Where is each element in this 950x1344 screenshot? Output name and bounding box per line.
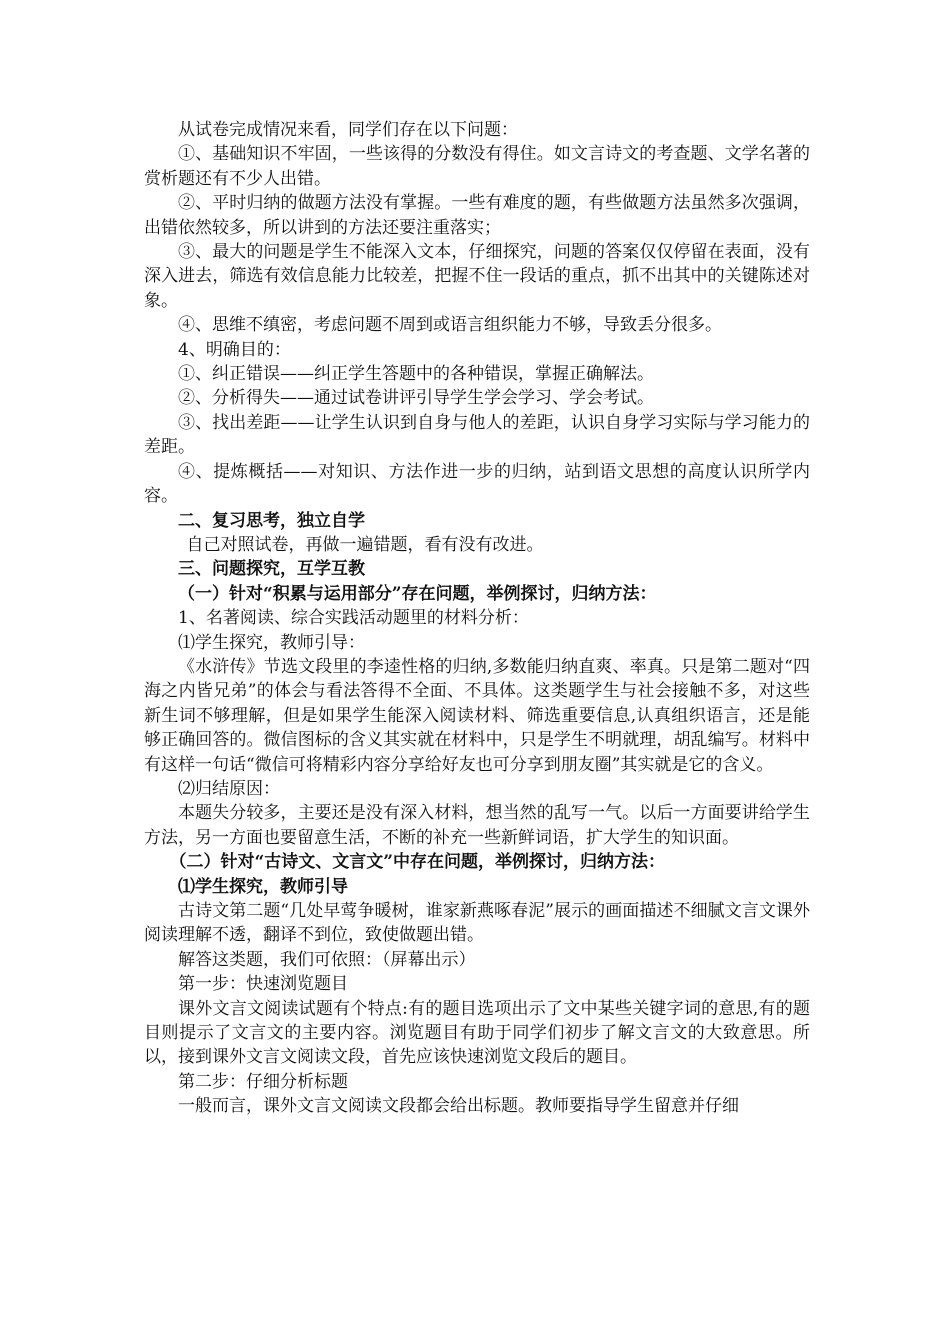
paragraph: ①、纠正错误——纠正学生答题中的各种错误，掌握正确解法。 bbox=[178, 364, 654, 385]
paragraph: 课外文言文阅读试题有个特点:有的题目选项出示了文中某些关键字词的意思,有的题目则提示了文言文的主要内容。浏览题目有助于同学们初步了解文言文的大致意思。所以，接到课外文言文阅读文段，首先应该快速浏览文段后的题目。 bbox=[144, 998, 810, 1068]
paragraph: ⑵归结原因： bbox=[178, 778, 280, 799]
paragraph: 第一步：快速浏览题目 bbox=[178, 974, 348, 995]
paragraph: ③、找出差距——让学生认识到自身与他人的差距，认识自身学习实际与学习能力的差距。 bbox=[144, 412, 810, 458]
paragraph: ④、思维不缜密，考虑问题不周到或语言组织能力不够，导致丢分很多。 bbox=[178, 315, 722, 336]
subsection-heading: ⑴学生探究，教师引导 bbox=[178, 876, 348, 897]
paragraph: 本题失分较多，主要还是没有深入材料，想当然的乱写一气。以后一方面要讲给学生方法，另一方面也要留意生活，不断的补充一些新鲜词语，扩大学生的知识面。 bbox=[144, 803, 810, 848]
subsection-heading: （二）针对“古诗文、文言文”中存在问题，举例探讨，归纳方法： bbox=[169, 852, 666, 873]
paragraph: ①、基础知识不牢固，一些该得的分数没有得住。如文言诗文的考查题、文学名著的赏析题还有不少人出错。 bbox=[144, 144, 810, 189]
paragraph: ⑴学生探究，教师引导： bbox=[178, 632, 365, 653]
paragraph: 《水浒传》节选文段里的李逵性格的归纳,多数能归纳直爽、率真。只是第二题对“四海之内皆兄弟”的体会与看法答得不全面、不具体。这类题学生与社会接触不多，对这些新生词不够理解，但是如果学生能深入阅读材料、筛选重要信息,认真组织语言，还是能够正确回答的。微信图标的含义其实就在材料中，只是学生不明就理，胡乱编写。材料中有这样一句话“微信可将精彩内容分享给好友也可分享到朋友圈”其实就是它的含义。 bbox=[144, 656, 810, 775]
paragraph: 一般而言，课外文言文阅读文段都会给出标题。教师要指导学生留意并仔细 bbox=[178, 1096, 739, 1117]
section-heading: 二、复习思考，独立自学 bbox=[178, 510, 365, 531]
paragraph: 4、明确目的： bbox=[178, 339, 291, 360]
document-page bbox=[144, 118, 810, 1119]
paragraph: 第二步：仔细分析标题 bbox=[178, 1071, 348, 1092]
paragraph: 1、名著阅读、综合实践活动题里的材料分析： bbox=[178, 608, 529, 629]
subsection-heading: （一）针对“积累与运用部分”存在问题，举例探讨，归纳方法： bbox=[178, 583, 657, 604]
paragraph: ②、平时归纳的做题方法没有掌握。一些有难度的题，有些做题方法虽然多次强调，出错依然较多，所以讲到的方法还要注重落实； bbox=[144, 193, 810, 238]
paragraph: ④、提炼概括——对知识、方法作进一步的归纳，站到语文思想的高度认识所学内容。 bbox=[144, 461, 810, 507]
paragraph: 古诗文第二题“几处早莺争暖树，谁家新燕啄春泥”展示的画面描述不细腻文言文课外阅读理解不透，翻译不到位，致使做题出错。 bbox=[144, 901, 810, 946]
paragraph: 自己对照试卷，再做一遍错题，看有没有改进。 bbox=[186, 534, 544, 555]
paragraph: 从试卷完成情况来看，同学们存在以下问题： bbox=[178, 120, 518, 140]
paragraph: 解答这类题，我们可依照：（屏幕出示） bbox=[178, 949, 476, 970]
section-heading: 三、问题探究，互学互教 bbox=[178, 559, 365, 580]
paragraph: ③、最大的问题是学生不能深入文本，仔细探究，问题的答案仅仅停留在表面，没有深入进去，筛选有效信息能力比较差，把握不住一段话的重点，抓不出其中的关键陈述对象。 bbox=[144, 242, 810, 311]
paragraph: ②、分析得失——通过试卷讲评引导学生学会学习、学会考试。 bbox=[178, 388, 654, 409]
